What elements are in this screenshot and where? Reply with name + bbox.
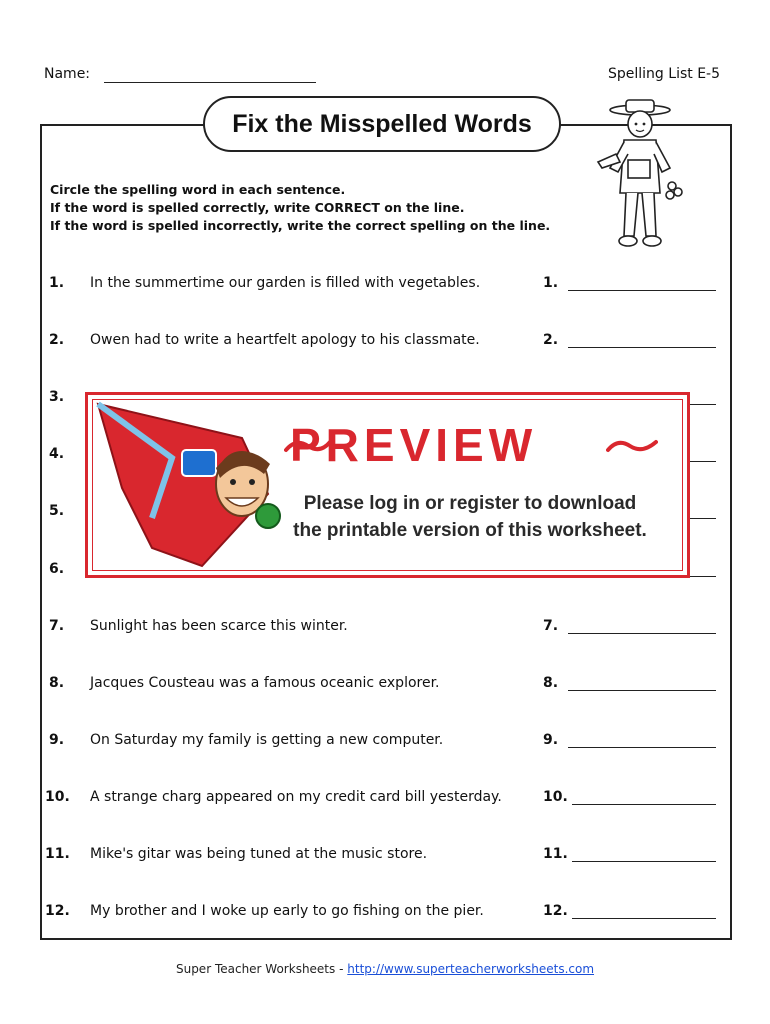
worksheet-title bbox=[203, 96, 561, 152]
instruction-line: If the word is spelled incorrectly, write the correct spelling on the line. bbox=[50, 218, 551, 233]
question-row bbox=[0, 846, 770, 866]
instructions bbox=[50, 181, 550, 235]
question-row bbox=[0, 618, 770, 638]
question-number: 2. bbox=[49, 332, 65, 348]
question-sentence: My brother and I woke up early to go fishing on the pier. bbox=[90, 903, 484, 919]
question-row bbox=[0, 789, 770, 809]
answer-number: 12. bbox=[543, 903, 568, 919]
name-line[interactable] bbox=[104, 82, 316, 83]
answer-number: 8. bbox=[543, 675, 559, 691]
answer-line[interactable] bbox=[690, 461, 716, 462]
answer-number: 9. bbox=[543, 732, 559, 748]
preview-message-line: Please log in or register to download bbox=[303, 493, 637, 514]
question-number: 8. bbox=[49, 675, 65, 691]
question-row bbox=[0, 903, 770, 923]
answer-line[interactable] bbox=[690, 576, 716, 577]
answer-line[interactable] bbox=[690, 518, 716, 519]
answer-number: 11. bbox=[543, 846, 568, 862]
answer-line[interactable] bbox=[568, 347, 716, 348]
footer-brand: Super Teacher Worksheets bbox=[175, 962, 336, 976]
question-sentence: In the summertime our garden is filled with vegetables. bbox=[90, 275, 481, 291]
name-label: Name: bbox=[44, 66, 91, 82]
question-sentence: Jacques Cousteau was a famous oceanic explorer. bbox=[90, 675, 440, 691]
answer-number: 2. bbox=[543, 332, 559, 348]
question-number: 5. bbox=[49, 503, 65, 519]
question-sentence: Sunlight has been scarce this winter. bbox=[90, 618, 348, 634]
answer-number: 10. bbox=[543, 789, 568, 805]
answer-line[interactable] bbox=[572, 918, 716, 919]
question-sentence: On Saturday my family is getting a new computer. bbox=[90, 732, 444, 748]
footer bbox=[0, 962, 770, 976]
question-row bbox=[0, 275, 770, 295]
answer-number: 7. bbox=[543, 618, 559, 634]
answer-line[interactable] bbox=[568, 747, 716, 748]
tilde-decoration-icon bbox=[606, 436, 658, 456]
answer-line[interactable] bbox=[568, 633, 716, 634]
preview-title: PREVIEW bbox=[290, 419, 538, 471]
answer-number: 1. bbox=[543, 275, 559, 291]
question-row bbox=[0, 675, 770, 695]
question-number: 4. bbox=[49, 446, 65, 462]
spelling-list-label: Spelling List E-5 bbox=[608, 66, 720, 82]
answer-line[interactable] bbox=[690, 404, 716, 405]
question-number: 11. bbox=[45, 846, 70, 862]
instruction-line: If the word is spelled correctly, write CORRECT on the line. bbox=[50, 200, 465, 215]
superhero-mascot-icon bbox=[92, 398, 292, 574]
question-number: 12. bbox=[45, 903, 70, 919]
question-sentence: A strange charg appeared on my credit card bill yesterday. bbox=[90, 789, 502, 805]
question-number: 6. bbox=[49, 561, 65, 577]
footer-link[interactable]: http://www.superteacherworksheets.com bbox=[347, 962, 595, 976]
preview-message-line: the printable version of this worksheet. bbox=[293, 520, 647, 541]
question-row bbox=[0, 332, 770, 352]
question-number: 3. bbox=[49, 389, 65, 405]
question-sentence: Owen had to write a heartfelt apology to his classmate. bbox=[90, 332, 480, 348]
question-number: 10. bbox=[45, 789, 70, 805]
preview-message bbox=[280, 490, 660, 544]
answer-line[interactable] bbox=[572, 861, 716, 862]
answer-line[interactable] bbox=[568, 290, 716, 291]
question-row bbox=[0, 732, 770, 752]
question-number: 7. bbox=[49, 618, 65, 634]
question-sentence: Mike's gitar was being tuned at the music store. bbox=[90, 846, 428, 862]
answer-line[interactable] bbox=[568, 690, 716, 691]
question-number: 1. bbox=[49, 275, 65, 291]
instruction-line: Circle the spelling word in each sentence. bbox=[50, 182, 346, 197]
question-number: 9. bbox=[49, 732, 65, 748]
worksheet-title-text: Fix the Misspelled Words bbox=[232, 109, 532, 138]
gardener-boy-illustration bbox=[588, 98, 692, 256]
answer-line[interactable] bbox=[572, 804, 716, 805]
footer-separator: - bbox=[339, 962, 344, 976]
